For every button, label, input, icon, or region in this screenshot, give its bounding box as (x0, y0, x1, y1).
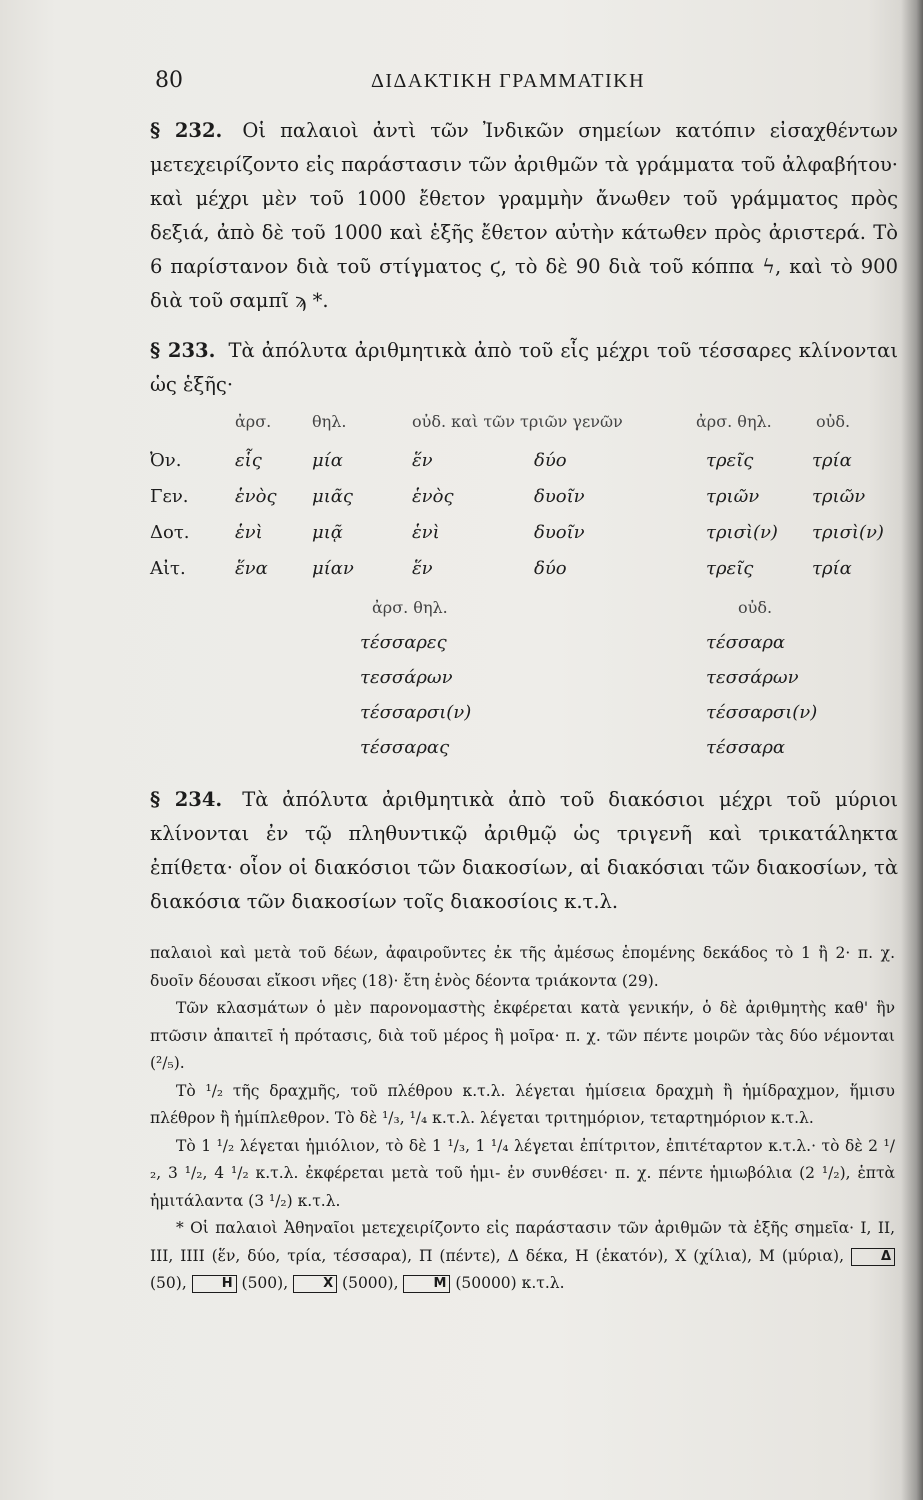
header-masc: ἀρσ. (235, 412, 272, 431)
table-cell: τέσσαρσι(ν) (706, 702, 818, 723)
table-cell: τέσσαρα (706, 632, 786, 653)
section-label: § 233. (150, 339, 216, 362)
table-cell: ἕν (412, 450, 433, 471)
table-cell: ἕνα (235, 558, 268, 579)
running-title: ΔΙΔΑΚΤΙΚΗ ΓΡΑΜΜΑΤΙΚΗ (371, 70, 646, 92)
footnote-paragraph: Τὸ 1 ¹/₂ λέγεται ἡμιόλιον, τὸ δὲ 1 ¹/₃, 1 ¹/₄ λέγεται ἐπίτριτον, ἐπιτέταρτον κ.τ.λ.· τὸ δὲ 2 ¹/₂, 3 ¹/₂, 4 ¹/₂ κ.τ.λ. ἐκφέρεται μετὰ τοῦ ἡμι- ἐν συνθέσει· π. χ. πέντε ἡμιωβόλια (2 ¹/₂), ἑπτὰ ἡμιτάλαντα (3 ¹/₂) κ.τ.λ. (150, 1136, 895, 1210)
section-text: Τὰ ἀπόλυτα ἀριθμητικὰ ἀπὸ τοῦ εἷς μέχρι τοῦ τέσσαρες κλίνονται ὡς ἑξῆς· (150, 339, 898, 396)
numeral-value: (50000) κ.τ.λ. (455, 1274, 565, 1292)
boxed-numeral-mu: Μ (403, 1275, 450, 1293)
section-234 (150, 783, 898, 919)
section-233 (150, 334, 898, 402)
table-cell: τριῶν (706, 486, 760, 507)
table-cell: τέσσαρας (360, 737, 450, 758)
section-label: § 234. (150, 788, 223, 811)
table-cell: μίαν (312, 558, 354, 579)
page-header (155, 68, 895, 102)
table-cell: ἑνὸς (412, 486, 454, 507)
header-neut: οὐδ. (738, 598, 773, 617)
boxed-numeral-chi: Χ (293, 1275, 337, 1293)
table-cell: τεσσάρων (706, 667, 799, 688)
table-cell: τρία (812, 450, 852, 471)
section-text: Οἱ παλαιοὶ ἀντὶ τῶν Ἰνδικῶν σημείων κατόπιν εἰσαχθέντων μετεχειρίζοντο εἰς παράστασιν τῶν ἀριθμῶν τὰ γράμματα τοῦ ἀλφαβήτου· καὶ μέχρι μὲν τοῦ 1000 ἔθετον γραμμὴν ἄνωθεν τοῦ γράμματος πρὸς δεξιά, ἀπὸ δὲ τοῦ 1000 καὶ ἑξῆς ἔθετον αὐτὴν κάτωθεν πρὸς ἀριστερά. Τὸ 6 παρίστανον διὰ τοῦ στίγματος ϛ, τὸ δὲ 90 διὰ τοῦ κόππα ϟ, καὶ τὸ 900 διὰ τοῦ σαμπῖ ϡ *. (150, 119, 898, 312)
boxed-numeral-eta: Η (192, 1275, 237, 1293)
table-cell: μία (312, 450, 343, 471)
page-edge-shadow (901, 0, 923, 1500)
table-cell: δύο (534, 558, 567, 579)
numeral-value: (5000), (342, 1274, 399, 1292)
table-cell: τέσσαρα (706, 737, 786, 758)
table-cell: δύο (534, 450, 567, 471)
table-cell: τρία (812, 558, 852, 579)
table-cell: τέσσαρσι(ν) (360, 702, 472, 723)
footnote-star (150, 1215, 895, 1298)
page-number: 80 (155, 68, 183, 93)
header-neut-three: οὐδ. (816, 412, 851, 431)
section-232 (150, 114, 898, 318)
declension-table-four (150, 598, 898, 768)
table-cell: τρεῖς (706, 450, 754, 471)
section-text: Τὰ ἀπόλυτα ἀριθμητικὰ ἀπὸ τοῦ διακόσιοι μέχρι τοῦ μύριοι κλίνονται ἐν τῷ πληθυντικῷ ἀριθμῷ ὡς τριγενῆ καὶ τρικατάληκτα ἐπίθετα· οἷον οἱ διακόσιοι τῶν διακοσίων, αἱ διακόσιαι τῶν διακοσίων, τὰ διακόσια τῶν διακοσίων τοῖς διακοσίοις κ.τ.λ. (150, 788, 899, 913)
boxed-numeral-delta: Δ (851, 1248, 895, 1266)
footnote-paragraph: παλαιοὶ καὶ μετὰ τοῦ δέων, ἀφαιροῦντες ἐκ τῆς ἀμέσως ἑπομένης δεκάδος τὸ 1 ἢ 2· π. χ. δυοῖν δέουσαι εἴκοσι νῆες (18)· ἔτη ἑνὸς δέοντα τριάκοντα (29). (150, 944, 895, 990)
table-cell: τρεῖς (706, 558, 754, 579)
case-label: Γεν. (150, 486, 189, 507)
table-cell: ἑνὶ (235, 522, 263, 543)
footnote-paragraph: Τῶν κλασμάτων ὁ μὲν παρονομαστὴς ἐκφέρεται κατὰ γενικήν, ὁ δὲ ἀριθμητὴς καθ' ἣν πτῶσιν ἀπαιτεῖ ἡ πρότασις, διὰ τοῦ μέρος ἢ μοῖρα· π. χ. τῶν πέντε μοιρῶν τὰς δύο νέμονται (²/₅). (150, 999, 895, 1072)
numeral-value: (50), (150, 1274, 187, 1292)
footnote-star-text: * Οἱ παλαιοὶ Ἀθηναῖοι μετεχειρίζοντο εἰς παράστασιν τῶν ἀριθμῶν τὰ ἑξῆς σημεῖα· Ι, ΙΙ, ΙΙΙ, ΙΙΙΙ (ἕν, δύο, τρία, τέσσαρα), Π (πέντε), Δ δέκα, Η (ἑκατόν), Χ (χίλια), Μ (μύρια), (150, 1219, 895, 1265)
table-cell: μιᾶς (312, 486, 353, 507)
table-cell: ἕν (412, 558, 433, 579)
table-cell: δυοῖν (534, 486, 585, 507)
declension-table-one-to-three (150, 412, 898, 592)
table-cell: μιᾷ (312, 522, 343, 543)
section-label: § 232. (150, 119, 223, 142)
header-masc-fem-three: ἀρσ. θηλ. (696, 412, 772, 431)
header-fem: θηλ. (312, 412, 347, 431)
case-label: Ὀν. (150, 450, 182, 471)
case-label: Αἰτ. (150, 558, 186, 579)
table-cell: ἑνὶ (412, 522, 440, 543)
table-cell: τέσσαρες (360, 632, 447, 653)
header-neut-all: οὐδ. καὶ τῶν τριῶν γενῶν (412, 412, 623, 431)
table-cell: τρισὶ(ν) (812, 522, 884, 543)
table-cell: τεσσάρων (360, 667, 453, 688)
footnotes (150, 940, 895, 1298)
case-label: Δοτ. (150, 522, 190, 543)
numeral-value: (500), (241, 1274, 289, 1292)
footnote-paragraph: Τὸ ¹/₂ τῆς δραχμῆς, τοῦ πλέθρου κ.τ.λ. λέγεται ἡμίσεια δραχμὴ ἢ ἡμίδραχμον, ἥμισυ πλέθρον ἢ ἡμίπλεθρον. Τὸ δὲ ¹/₃, ¹/₄ κ.τ.λ. λέγεται τριτημόριον, τεταρτημόριον κ.τ.λ. (150, 1081, 895, 1127)
table-cell: ἑνὸς (235, 486, 277, 507)
table-cell: τρισὶ(ν) (706, 522, 778, 543)
header-masc-fem: ἀρσ. θηλ. (372, 598, 448, 617)
table-cell: τριῶν (812, 486, 866, 507)
table-cell: δυοῖν (534, 522, 585, 543)
table-cell: εἷς (235, 450, 262, 471)
